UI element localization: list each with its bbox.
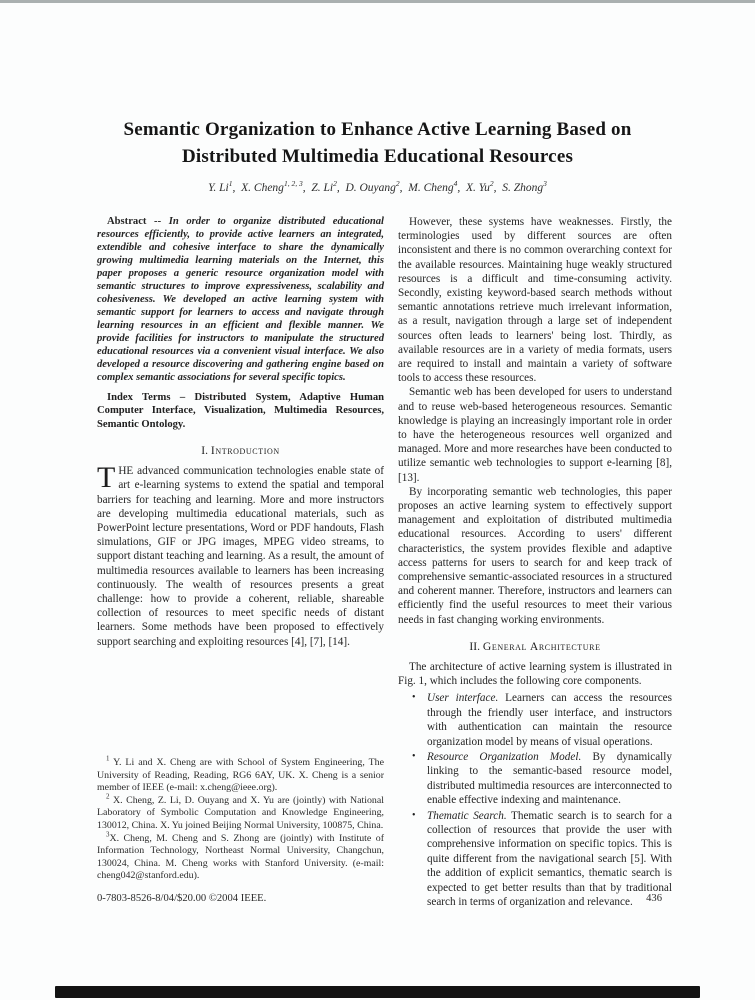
footnote: $^3$X. Cheng, M. Cheng and S. Zhong are (jointly) with Institute of Information Technology, Northeast Normal University, Changchun, 130024, China. M. Cheng works with Stanford University. (e-mail: cheng042@stanford.edu).	[97, 830, 384, 882]
author: D. Ouyang$^2$	[345, 179, 400, 194]
section-title: Introduction	[210, 444, 280, 458]
author: X. Cheng$^{1, 2, 3}$	[241, 179, 303, 194]
scan-artifact-bottom	[55, 986, 700, 998]
abstract-label: Abstract	[107, 216, 147, 227]
bullet-icon: •	[412, 692, 416, 704]
page-footer	[97, 893, 662, 904]
intro-lead-caps: HE	[118, 465, 134, 478]
abstract-text: In order to organize distributed educational resources efficiently, to provide active learners an integrated, extendible and cohesive interface to share the dynamically growing multimedia learning materials on the Internet, this paper proposes a generic resource organization model with semantic structures to improve expressiveness, scalability and cohesiveness. We developed an active learning system with semantic support for learners to access and navigate through learning resources in an efficient and flexible manner. We provide facilities for instructors to manipulate the structured educational resources via a convenient visual interface. We also developed a resource discovering and gathering engine based on complex semantic associations for several specific topics.	[97, 216, 384, 383]
author: X. Yu$^2$	[466, 179, 494, 194]
paper-title-line2: Distributed Multimedia Educational Resources	[181, 146, 574, 167]
index-terms	[97, 391, 384, 431]
author: S. Zhong$^3$	[502, 179, 547, 194]
bullet-text: Thematic Search. Thematic search is to search for a collection of resources that provide the user with comprehensive information on specific topics. This is quite different from the navigational search [5]. With the addition of explicit semantics, thematic search is expected to get better results than that by traditional search in terms of organization and relevance.	[427, 809, 672, 908]
bullet-list	[398, 690, 672, 909]
footnote: $^1$ Y. Li and X. Cheng are with School of System Engineering, The University of Reading, Reading, RG6 6AY, UK. X. Cheng is a senior member of IEEE (e-mail: x.cheng@ieee.org).	[97, 754, 384, 794]
section-number: I.	[201, 444, 208, 458]
section-number: II.	[469, 639, 481, 653]
column-left	[97, 215, 384, 887]
footnote: $^2$ X. Cheng, Z. Li, D. Ouyang and X. Yu are (jointly) with National Laboratory of Symbolic Computation and Knowledge Engineering, 130012, China. X. Yu joined Beijing Normal University, 100875, China.	[97, 792, 384, 832]
bullet-text: User interface. Learners can access the resources through the friendly user interface, and instructors with authentication can maintain the resource organization model by means of visual operations.	[427, 692, 673, 748]
author-line: Y. Li$^1$, X. Cheng$^{1, 2, 3}$, Z. Li$^2$, D. Ouyang$^2$, M. Cheng$^4$, X. Yu$^2$, S. Zhong$^3$	[208, 179, 547, 194]
footer-copyright: 0-7803-8526-8/04/$20.00 ©2004 IEEE.	[97, 893, 267, 904]
abstract-section	[97, 215, 384, 384]
paper-title	[0, 116, 755, 170]
bullet-icon: •	[412, 809, 416, 821]
right-paragraphs	[398, 215, 672, 627]
bullet-item	[412, 691, 672, 749]
scan-artifact-top	[0, 0, 755, 3]
section-heading-general-architecture	[398, 640, 672, 653]
paragraph: By incorporating semantic web technologies, this paper proposes an active learning system to effectively support management and exploitation of distributed multimedia educational resources. According to users' different characteristics, the system provides flexible and adaptive access patterns for users to search for and keep track of comprehensive semantic-associated resources in a structured and coherent manner. Therefore, instructors and learners can efficiently find the useful resources to meet their various needs in fast changing working environments.	[398, 485, 672, 626]
footnote-list	[97, 754, 384, 887]
section-title: General Architecture	[482, 639, 601, 653]
drop-cap: T	[97, 461, 116, 495]
paragraph: Semantic web has been developed for users to understand and to reuse web-based heterogeneous resources. Semantic knowledge is playing an increasingly important role in order to have the heterogeneous resources well organized and managed. More and more researches have been conducted to utilize semantic web technologies to support e-learning [8], [13].	[398, 386, 672, 484]
index-terms-dash: –	[170, 392, 195, 403]
paragraph: However, these systems have weaknesses. Firstly, the terminologies used by different sources are often inconsistent and there is no common overarching context for the available resources. Maintaining huge weakly structured resources is a difficult and time-consuming activity. Secondly, existing keyword-based search methods without semantic annotations retrieve much irrelevant information, as a result, navigation through a large set of independent sources often leads to learners' being lost. Thirdly, as available resources are in a variety of media formats, users are required to install and maintain a variety of software tools to access these resources.	[398, 216, 672, 385]
author: Y. Li$^1$	[208, 179, 233, 194]
bullet-item	[412, 750, 672, 808]
section-heading-introduction	[97, 444, 384, 457]
page-number: 436	[646, 893, 662, 904]
architecture-intro-paragraph: The architecture of active learning system is illustrated in Fig. 1, which includes the following core components.	[398, 660, 672, 688]
bullet-icon: •	[412, 750, 416, 762]
author: M. Cheng$^4$	[408, 179, 458, 194]
bullet-text: Resource Organization Model. By dynamically linking to the semantic-based resource model, distributed multimedia resources are interconnected to enable effective indexing and maintenance.	[427, 750, 672, 807]
index-terms-label: Index Terms	[107, 392, 171, 403]
abstract-dash: --	[146, 216, 169, 227]
paper-title-line1: Semantic Organization to Enhance Active Learning Based on	[123, 119, 632, 140]
intro-paragraph	[97, 461, 384, 649]
intro-text: advanced communication technologies enable state of art e-learning systems to extend the spatial and temporal barriers for teaching and learning. More and more instructors are developing multimedia educational materials, such as PowerPoint lecture presentations, Word or PDF handouts, Flash simulations, GIF or JPG images, MPEG video streams, to support distant teaching and learning. As a result, the amount of multimedia resources available to learners has been increasing continuously. The wealth of resources presents a great challenge: how to provide a coherent, reliable, shareable collection of resources to meet specific needs of distant learners. Some methods have been proposed to effectively support searching and exploiting resources [4], [7], [14].	[97, 465, 384, 648]
author: Z. Li$^2$	[311, 179, 337, 194]
index-terms-text: Distributed System, Adaptive Human Computer Interface, Visualization, Multimedia Resources, Semantic Ontology.	[97, 392, 385, 430]
